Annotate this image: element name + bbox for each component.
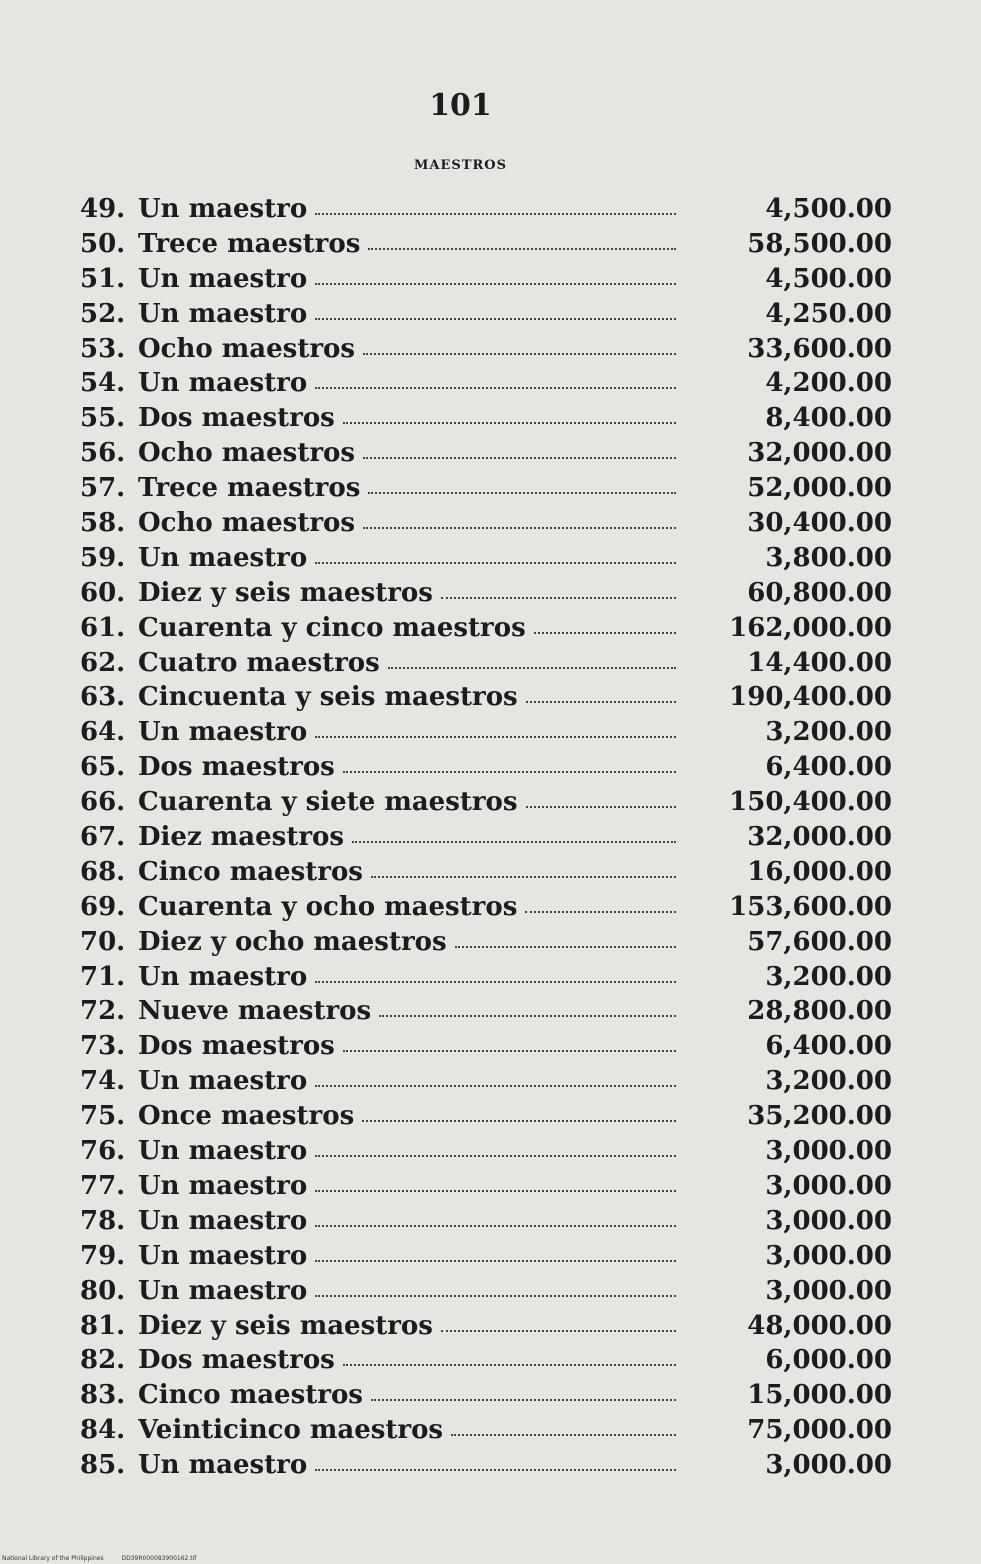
leader-dots <box>441 593 676 599</box>
item-label-wrap <box>138 1311 676 1341</box>
entries-list <box>80 194 900 1485</box>
item-label: Un maestro <box>138 1275 308 1306</box>
item-number: 65. <box>80 752 126 783</box>
item-label-wrap <box>138 1206 676 1236</box>
item-amount: 4,250.00 <box>765 298 892 329</box>
item-label: Diez y ocho maestros <box>138 926 447 957</box>
item-number: 75. <box>80 1101 126 1132</box>
scan-footer <box>2 1555 212 1562</box>
item-number: 59. <box>80 542 126 573</box>
item-amount: 3,200.00 <box>765 1066 892 1097</box>
item-label-wrap <box>138 1415 676 1445</box>
item-amount: 14,400.00 <box>747 647 892 678</box>
leader-dots <box>363 523 676 529</box>
item-amount: 60,800.00 <box>747 577 892 608</box>
item-label: Trece maestros <box>138 228 361 259</box>
list-item <box>80 543 900 578</box>
item-label-wrap <box>138 1066 676 1096</box>
item-number: 81. <box>80 1310 126 1341</box>
list-item <box>80 1380 900 1415</box>
leader-dots <box>368 488 676 494</box>
item-amount: 4,200.00 <box>765 368 892 399</box>
item-number: 80. <box>80 1275 126 1306</box>
item-label: Dos maestros <box>138 752 335 783</box>
item-label-wrap <box>138 1345 676 1375</box>
leader-dots <box>315 977 676 983</box>
list-item <box>80 927 900 962</box>
item-label-wrap <box>138 857 676 887</box>
item-amount: 4,500.00 <box>765 263 892 294</box>
item-label-wrap <box>138 368 676 398</box>
item-label-wrap <box>138 1241 676 1271</box>
item-label-wrap <box>138 1136 676 1166</box>
footer-code: DD39R000083900162.tif <box>121 1555 197 1562</box>
item-number: 78. <box>80 1205 126 1236</box>
item-number: 69. <box>80 891 126 922</box>
list-item <box>80 334 900 369</box>
item-label: Un maestro <box>138 1240 308 1271</box>
item-label: Un maestro <box>138 542 308 573</box>
leader-dots <box>343 767 676 773</box>
item-number: 82. <box>80 1345 126 1376</box>
item-amount: 8,400.00 <box>765 403 892 434</box>
item-label: Un maestro <box>138 1136 308 1167</box>
item-number: 52. <box>80 298 126 329</box>
item-label-wrap <box>138 334 676 364</box>
item-number: 72. <box>80 996 126 1027</box>
leader-dots <box>362 1116 676 1122</box>
item-number: 85. <box>80 1450 126 1481</box>
item-label-wrap <box>138 1031 676 1061</box>
leader-dots <box>343 418 676 424</box>
item-label-wrap <box>138 648 676 678</box>
list-item <box>80 892 900 927</box>
item-label: Once maestros <box>138 1101 355 1132</box>
item-label: Un maestro <box>138 263 308 294</box>
item-label: Ocho maestros <box>138 438 356 469</box>
item-amount: 35,200.00 <box>747 1101 892 1132</box>
item-number: 49. <box>80 194 126 224</box>
item-amount: 15,000.00 <box>747 1380 892 1411</box>
list-item <box>80 473 900 508</box>
leader-dots <box>315 1151 676 1157</box>
item-amount: 32,000.00 <box>747 438 892 469</box>
item-number: 79. <box>80 1240 126 1271</box>
item-label: Un maestro <box>138 1170 308 1201</box>
list-item <box>80 299 900 334</box>
item-number: 84. <box>80 1415 126 1446</box>
item-label-wrap <box>138 682 676 712</box>
item-amount: 3,000.00 <box>765 1205 892 1236</box>
leader-dots <box>363 453 676 459</box>
leader-dots <box>343 1360 676 1366</box>
item-amount: 57,600.00 <box>747 926 892 957</box>
item-number: 54. <box>80 368 126 399</box>
item-amount: 6,400.00 <box>765 752 892 783</box>
item-label: Ocho maestros <box>138 333 356 364</box>
list-item <box>80 648 900 683</box>
list-item <box>80 857 900 892</box>
list-item <box>80 1066 900 1101</box>
item-number: 70. <box>80 926 126 957</box>
leader-dots <box>388 663 676 669</box>
item-number: 67. <box>80 822 126 853</box>
leader-dots <box>343 1046 676 1052</box>
item-label-wrap <box>138 996 676 1026</box>
list-item <box>80 578 900 613</box>
item-number: 63. <box>80 682 126 713</box>
item-number: 58. <box>80 508 126 539</box>
item-label: Diez maestros <box>138 822 345 853</box>
leader-dots <box>315 1256 676 1262</box>
item-label-wrap <box>138 927 676 957</box>
list-item <box>80 1345 900 1380</box>
leader-dots <box>315 279 676 285</box>
item-label-wrap <box>138 508 676 538</box>
page-number: 101 <box>429 88 492 123</box>
leader-dots <box>315 1465 676 1471</box>
list-item <box>80 787 900 822</box>
item-label: Un maestro <box>138 194 308 224</box>
leader-dots <box>363 349 676 355</box>
item-label-wrap <box>138 787 676 817</box>
list-item <box>80 403 900 438</box>
item-number: 51. <box>80 263 126 294</box>
leader-dots <box>526 697 676 703</box>
list-item <box>80 613 900 648</box>
item-label: Diez y seis maestros <box>138 1310 433 1341</box>
list-item <box>80 996 900 1031</box>
item-label: Cincuenta y seis maestros <box>138 682 518 713</box>
leader-dots <box>315 558 676 564</box>
item-label-wrap <box>138 473 676 503</box>
item-label: Un maestro <box>138 298 308 329</box>
item-label: Un maestro <box>138 1205 308 1236</box>
item-number: 53. <box>80 333 126 364</box>
item-label: Nueve maestros <box>138 996 372 1027</box>
leader-dots <box>352 837 676 843</box>
list-item <box>80 717 900 752</box>
list-item <box>80 1311 900 1346</box>
item-label-wrap <box>138 962 676 992</box>
leader-dots <box>451 1430 676 1436</box>
list-item <box>80 438 900 473</box>
list-item <box>80 508 900 543</box>
item-amount: 3,800.00 <box>765 542 892 573</box>
list-item <box>80 682 900 717</box>
item-amount: 30,400.00 <box>747 508 892 539</box>
item-label-wrap <box>138 229 676 259</box>
item-label: Cinco maestros <box>138 856 363 887</box>
item-label-wrap <box>138 438 676 468</box>
item-label: Trece maestros <box>138 473 361 504</box>
item-number: 74. <box>80 1066 126 1097</box>
item-label: Un maestro <box>138 961 308 992</box>
item-number: 64. <box>80 717 126 748</box>
item-label-wrap <box>138 194 676 224</box>
item-amount: 3,000.00 <box>765 1450 892 1481</box>
item-number: 77. <box>80 1170 126 1201</box>
item-amount: 3,200.00 <box>765 717 892 748</box>
item-label-wrap <box>138 1380 676 1410</box>
item-number: 62. <box>80 647 126 678</box>
item-amount: 150,400.00 <box>729 787 892 818</box>
item-amount: 190,400.00 <box>729 682 892 713</box>
item-amount: 32,000.00 <box>747 822 892 853</box>
item-amount: 52,000.00 <box>747 473 892 504</box>
section-title: MAESTROS <box>414 158 507 173</box>
item-label-wrap <box>138 822 676 852</box>
item-amount: 16,000.00 <box>747 856 892 887</box>
item-label-wrap <box>138 578 676 608</box>
item-label-wrap <box>138 299 676 329</box>
list-item <box>80 229 900 264</box>
list-item <box>80 1450 900 1485</box>
leader-dots <box>371 1395 676 1401</box>
leader-dots <box>441 1326 676 1332</box>
item-amount: 6,000.00 <box>765 1345 892 1376</box>
item-label: Dos maestros <box>138 1345 335 1376</box>
item-amount: 3,200.00 <box>765 961 892 992</box>
leader-dots <box>315 383 676 389</box>
list-item <box>80 1031 900 1066</box>
item-amount: 6,400.00 <box>765 1031 892 1062</box>
item-amount: 48,000.00 <box>747 1310 892 1341</box>
list-item <box>80 1276 900 1311</box>
leader-dots <box>525 907 676 913</box>
item-label: Un maestro <box>138 1450 308 1481</box>
footer-library: National Library of the Philippines <box>2 1555 104 1562</box>
item-number: 66. <box>80 787 126 818</box>
item-number: 61. <box>80 612 126 643</box>
item-number: 76. <box>80 1136 126 1167</box>
item-label-wrap <box>138 613 676 643</box>
item-number: 68. <box>80 856 126 887</box>
list-item <box>80 368 900 403</box>
item-number: 71. <box>80 961 126 992</box>
item-label-wrap <box>138 892 676 922</box>
leader-dots <box>526 802 676 808</box>
item-number: 57. <box>80 473 126 504</box>
list-item <box>80 822 900 857</box>
leader-dots <box>315 1221 676 1227</box>
item-amount: 75,000.00 <box>747 1415 892 1446</box>
item-amount: 153,600.00 <box>729 891 892 922</box>
item-number: 55. <box>80 403 126 434</box>
list-item <box>80 194 900 229</box>
list-item <box>80 264 900 299</box>
item-amount: 3,000.00 <box>765 1170 892 1201</box>
leader-dots <box>315 732 676 738</box>
item-amount: 58,500.00 <box>747 228 892 259</box>
item-label-wrap <box>138 1171 676 1201</box>
item-label: Un maestro <box>138 368 308 399</box>
item-label: Cuarenta y siete maestros <box>138 787 518 818</box>
item-label-wrap <box>138 1276 676 1306</box>
item-amount: 33,600.00 <box>747 333 892 364</box>
list-item <box>80 962 900 997</box>
item-label-wrap <box>138 1101 676 1131</box>
leader-dots <box>315 1081 676 1087</box>
item-amount: 28,800.00 <box>747 996 892 1027</box>
leader-dots <box>534 628 676 634</box>
item-label: Diez y seis maestros <box>138 577 433 608</box>
leader-dots <box>379 1011 676 1017</box>
item-number: 73. <box>80 1031 126 1062</box>
leader-dots <box>315 314 676 320</box>
item-number: 60. <box>80 577 126 608</box>
item-label: Un maestro <box>138 717 308 748</box>
item-amount: 3,000.00 <box>765 1240 892 1271</box>
item-label-wrap <box>138 752 676 782</box>
item-label: Cuarenta y ocho maestros <box>138 891 518 922</box>
item-label-wrap <box>138 543 676 573</box>
item-label: Cuarenta y cinco maestros <box>138 612 526 643</box>
leader-dots <box>368 244 676 250</box>
item-label: Un maestro <box>138 1066 308 1097</box>
list-item <box>80 752 900 787</box>
list-item <box>80 1241 900 1276</box>
item-amount: 4,500.00 <box>765 194 892 224</box>
item-amount: 3,000.00 <box>765 1275 892 1306</box>
item-label-wrap <box>138 1450 676 1480</box>
item-label: Cuatro maestros <box>138 647 380 678</box>
item-number: 83. <box>80 1380 126 1411</box>
leader-dots <box>315 209 676 215</box>
item-label-wrap <box>138 403 676 433</box>
list-item <box>80 1101 900 1136</box>
item-label: Ocho maestros <box>138 508 356 539</box>
list-item <box>80 1206 900 1241</box>
leader-dots <box>315 1186 676 1192</box>
item-label: Cinco maestros <box>138 1380 363 1411</box>
item-label: Dos maestros <box>138 1031 335 1062</box>
item-number: 50. <box>80 228 126 259</box>
item-label-wrap <box>138 717 676 747</box>
item-amount: 3,000.00 <box>765 1136 892 1167</box>
item-amount: 162,000.00 <box>729 612 892 643</box>
list-item <box>80 1171 900 1206</box>
list-item <box>80 1415 900 1450</box>
item-label-wrap <box>138 264 676 294</box>
leader-dots <box>455 942 676 948</box>
leader-dots <box>315 1291 676 1297</box>
item-number: 56. <box>80 438 126 469</box>
list-item <box>80 1136 900 1171</box>
leader-dots <box>371 872 676 878</box>
item-label: Veinticinco maestros <box>138 1415 444 1446</box>
item-label: Dos maestros <box>138 403 335 434</box>
